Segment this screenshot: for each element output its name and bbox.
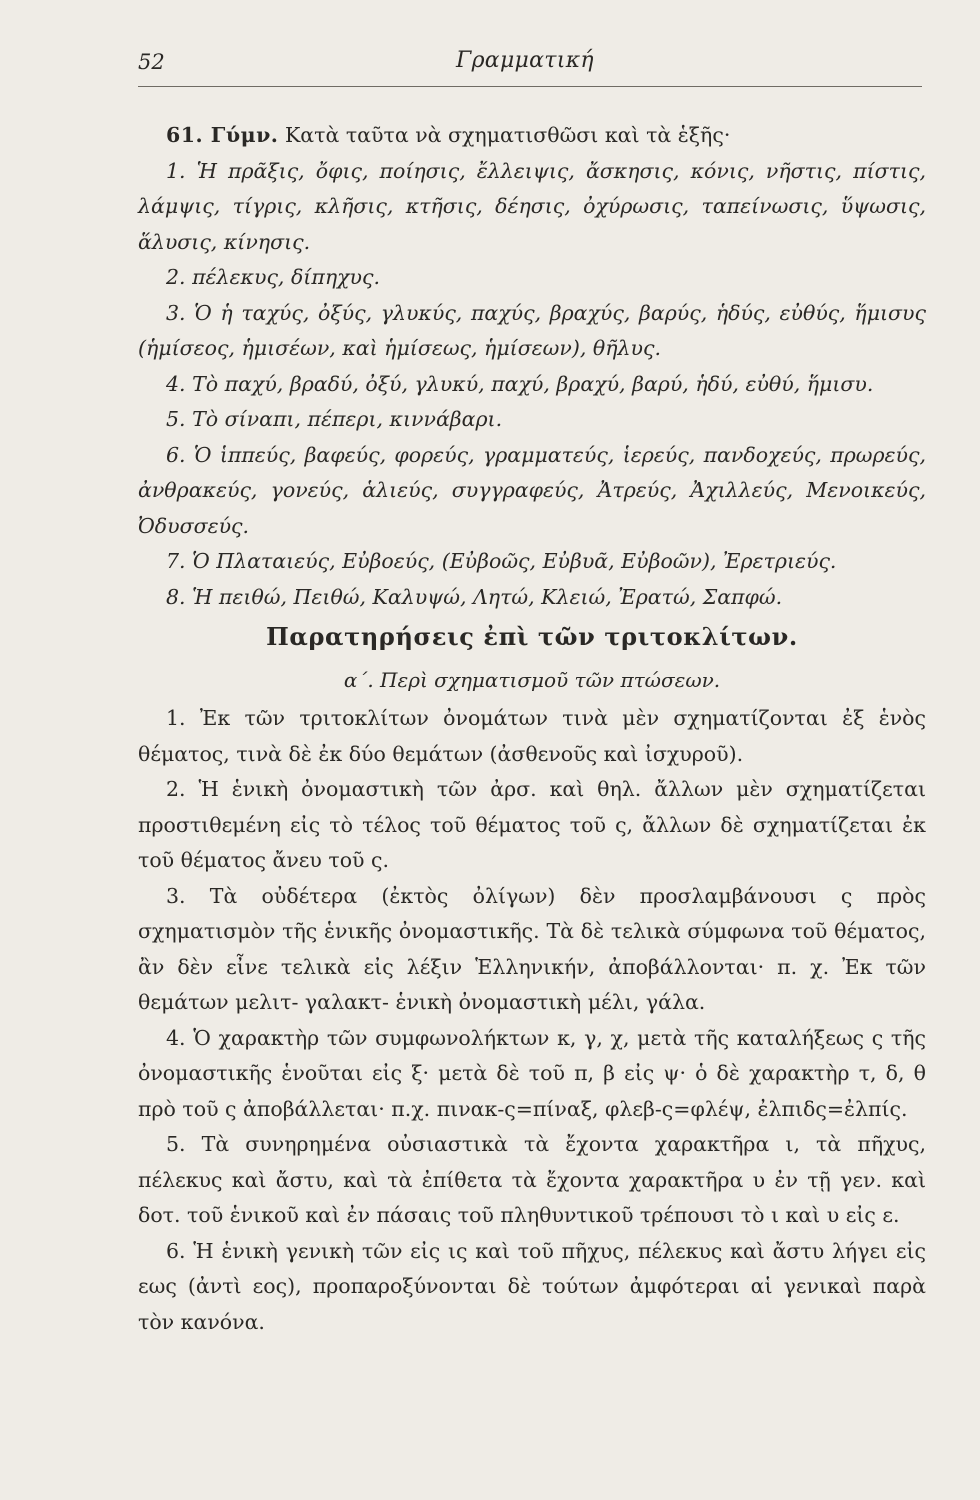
exercise-item-2: 2. πέλεκυς, δίπηχυς. [166, 265, 380, 289]
exercise-item-5: 5. Τὸ σίναπι, πέπερι, κιννάβαρι. [166, 407, 503, 431]
exercise-item-6: 6. Ὁ ἱππεύς, βαφεύς, φορεύς, γραμματεύς, ἱερεύς, πανδοχεύς, πρωρεύς, ἀνθρακεύς, γονεύς, ἁλιεύς, συγγραφεύς, Ἀτρεύς, Ἀχιλλεύς, Μενοικεύς, Ὀδυσσεύς. [138, 442, 926, 538]
exercise-item-1: 1. Ἡ πρᾶξις, ὄφις, ποίησις, ἔλλειψις, ἄσκησις, κόνις, νῆστις, πίστις, λάμψις, τίγρις, κλῆσις, κτῆσις, δέησις, ὀχύρωσις, ταπείνωσις, ὕψωσις, ἅλυσις, κίνησις. [138, 158, 926, 254]
rule-5: 5. Τὰ συνηρημένα οὐσιαστικὰ τὰ ἔχοντα χαρακτῆρα ι, τὰ πῆχυς, πέλεκυς καὶ ἄστυ, καὶ τὰ ἐπίθετα τὰ ἔχοντα χαρακτῆρα υ ἐν τῇ γεν. καὶ δοτ. τοῦ ἑνικοῦ καὶ ἐν πάσαις τοῦ πληθυντικοῦ τρέπουσι τὸ ι καὶ υ εἰς ε. [138, 1132, 926, 1227]
page-body [138, 118, 926, 1340]
rule-1: 1. Ἐκ τῶν τριτοκλίτων ὀνομάτων τινὰ μὲν σχηματίζονται ἐξ ἑνὸς θέματος, τινὰ δὲ ἐκ δύο θεμάτων (ἀσθενοῦς καὶ ἰσχυροῦ). [138, 706, 926, 766]
exercise-item-3: 3. Ὁ ἡ ταχύς, ὀξύς, γλυκύς, παχύς, βραχύς, βαρύς, ἡδύς, εὐθύς, ἥμισυς (ἡμίσεος, ἡμισέων, καὶ ἡμίσεως, ἡμίσεων), θῆλυς. [138, 300, 926, 360]
rule-6: 6. Ἡ ἑνικὴ γενικὴ τῶν εἰς ις καὶ τοῦ πῆχυς, πέλεκυς καὶ ἄστυ λήγει εἰς εως (ἀντὶ εος), προπαροξύνονται δὲ τούτων ἀμφότεραι αἱ γενικαὶ παρὰ τὸν κανόνα. [138, 1238, 926, 1334]
page-header [138, 46, 922, 87]
exercise-item-8: 8. Ἡ πειθώ, Πειθώ, Καλυψώ, Λητώ, Κλειώ, Ἐρατώ, Σαπφώ. [166, 584, 783, 609]
exercise-label: 61. Γύμν. [166, 123, 279, 147]
running-title: Γραμματική [456, 48, 594, 73]
exercise-intro: Κατὰ ταῦτα νὰ σχηματισθῶσι καὶ τὰ ἑξῆς· [284, 123, 731, 147]
exercise-item-4: 4. Τὸ παχύ, βραδύ, ὀξύ, γλυκύ, παχύ, βραχύ, βαρύ, ἡδύ, εὐθύ, ἥμισυ. [166, 371, 874, 396]
rule-4: 4. Ὁ χαρακτὴρ τῶν συμφωνολήκτων κ, γ, χ, μετὰ τῆς καταλήξεως ς τῆς ὀνομαστικῆς ἑνοῦται εἰς ξ· μετὰ δὲ τοῦ π, β εἰς ψ· ὁ δὲ χαρακτὴρ τ, δ, θ πρὸ τοῦ ς ἀποβάλλεται· π.χ. πινακ-ς=πίναξ, φλεβ-ς=φλέψ, ἐλπιδς=ἐλπίς. [138, 1025, 926, 1121]
section-title: Παρατηρήσεις ἐπὶ τῶν τριτοκλίτων. [266, 622, 798, 651]
page-number: 52 [138, 50, 165, 74]
rule-3: 3. Τὰ οὐδέτερα (ἐκτὸς ὀλίγων) δὲν προσλαμβάνουσι ς πρὸς σχηματισμὸν τῆς ἑνικῆς ὀνομαστικῆς. Τὰ δὲ τελικὰ σύμφωνα τοῦ θέματος, ἂν δὲν εἶνε τελικὰ εἰς λέξιν Ἑλληνικήν, ἀποβάλλονται· π. χ. Ἐκ τῶν θεμάτων μελιτ- γαλακτ- ἑνικὴ ὀνομαστικὴ μέλι, γάλα. [138, 883, 926, 1014]
exercise-heading [138, 118, 926, 154]
exercise-item-7: 7. Ὁ Πλαταιεύς, Εὐβοεύς, (Εὐβοῶς, Εὐβυᾶ, Εὐβοῶν), Ἐρετριεύς. [166, 549, 837, 573]
subsection-title: α΄. Περὶ σχηματισμοῦ τῶν πτώσεων. [343, 668, 721, 692]
rule-2: 2. Ἡ ἑνικὴ ὀνομαστικὴ τῶν ἀρσ. καὶ θηλ. ἄλλων μὲν σχηματίζεται προστιθεμένη εἰς τὸ τέλος τοῦ θέματος τοῦ ς, ἄλλων δὲ σχηματίζεται ἐκ τοῦ θέματος ἄνευ τοῦ ς. [138, 777, 926, 872]
